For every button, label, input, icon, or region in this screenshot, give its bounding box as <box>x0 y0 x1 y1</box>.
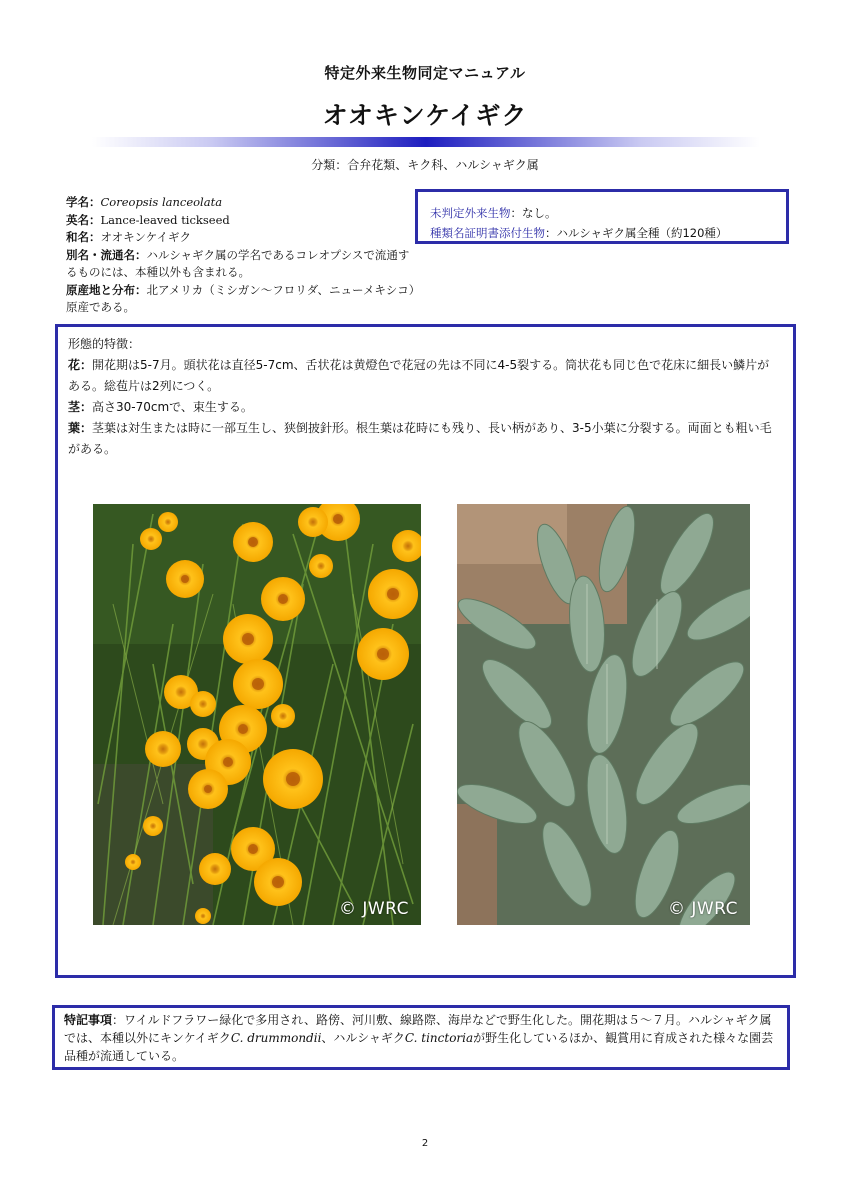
notes-sci-1: C. drummondii <box>230 1031 322 1045</box>
alias-text: ハルシャギク属の学名であるコレオプシスで流通するものには、本種以外も含まれる。 <box>66 247 410 279</box>
right-photo-credit: © JWRC <box>667 899 738 919</box>
english-name: Lance-leaved tickseed <box>100 212 230 227</box>
origin-row <box>66 282 416 317</box>
stem-text: 高さ30-70cmで、束生する。 <box>92 400 253 414</box>
japanese-name-label: 和名： <box>66 230 101 244</box>
origin-label: 原産地と分布： <box>66 282 147 297</box>
flower-photo <box>93 504 421 925</box>
notes-text-1: ：ワイルドフラワー緑化で多用され、路傍、河川敷、線路際、海岸などで野生化した。開花期は５～７月。ハルシャギク属では、本種以外にキンケイギク <box>64 1013 772 1045</box>
unjudged-label: 未判定外来生物 <box>430 206 511 220</box>
legal-status-box <box>415 189 789 244</box>
leaf-rosette-photo <box>457 504 750 925</box>
scientific-name-row <box>66 194 416 212</box>
morphology-heading: 形態的特徴： <box>68 337 141 351</box>
leaf-label: 葉： <box>68 421 93 435</box>
alias-label: 別名・流通名： <box>66 247 147 262</box>
japanese-name-row <box>66 229 416 247</box>
left-photo-credit: © JWRC <box>338 899 409 919</box>
manual-title: 特定外来生物同定マニュアル <box>324 64 526 82</box>
notes-text-2: 、ハルシャギク <box>321 1031 405 1045</box>
scientific-name-label: 学名： <box>66 195 101 209</box>
notes-text-3: が野生化しているほか、観賞用に育成された様々な園芸品種が流通している。 <box>64 1031 774 1063</box>
notes-sci-2: C. tinctoria <box>404 1031 474 1045</box>
notes-text <box>64 1011 780 1065</box>
unjudged-value: ：なし。 <box>510 206 557 220</box>
certificate-value: ：ハルシャギク属全種（約120種） <box>545 226 728 240</box>
flower-label: 花： <box>68 358 93 372</box>
unjudged-row <box>430 203 774 223</box>
page-number: 2 <box>421 1138 429 1149</box>
leaf-row <box>68 418 780 460</box>
japanese-name: オオキンケイギク <box>100 230 192 244</box>
certificate-row <box>430 223 774 243</box>
notes-label: 特記事項 <box>64 1013 113 1027</box>
stem-label: 茎： <box>68 400 93 414</box>
origin-text: 北アメリカ（ミシガン～フロリダ、ニューメキシコ）原産である。 <box>66 282 415 314</box>
leaf-text: 茎葉は対生または時に一部互生し、狭倒披針形。根生葉は花時にも残り、長い柄があり、3-5小葉に分裂する。両面とも粗い毛がある。 <box>68 421 772 456</box>
species-title: オオキンケイギク <box>322 101 528 130</box>
alias-row <box>66 247 416 282</box>
english-name-row <box>66 212 416 230</box>
scientific-name: Coreopsis lanceolata <box>100 195 223 209</box>
flower-row <box>68 355 780 397</box>
stem-row <box>68 397 780 418</box>
flower-text: 開花期は5-7月。頭状花は直径5-7cm、舌状花は黄燈色で花冠の先は不同に4-5裂する。筒状花も同じ色で花床に細長い鱗片がある。総苞片は2列につく。 <box>68 358 770 393</box>
english-name-label: 英名： <box>66 212 101 227</box>
classification: 分類：合弁花類、キク科、ハルシャギク属 <box>311 158 539 172</box>
title-gradient-bar <box>92 137 760 147</box>
species-info <box>66 194 416 317</box>
morphology-text <box>68 334 780 460</box>
certificate-label: 種類名証明書添付生物 <box>430 226 545 240</box>
